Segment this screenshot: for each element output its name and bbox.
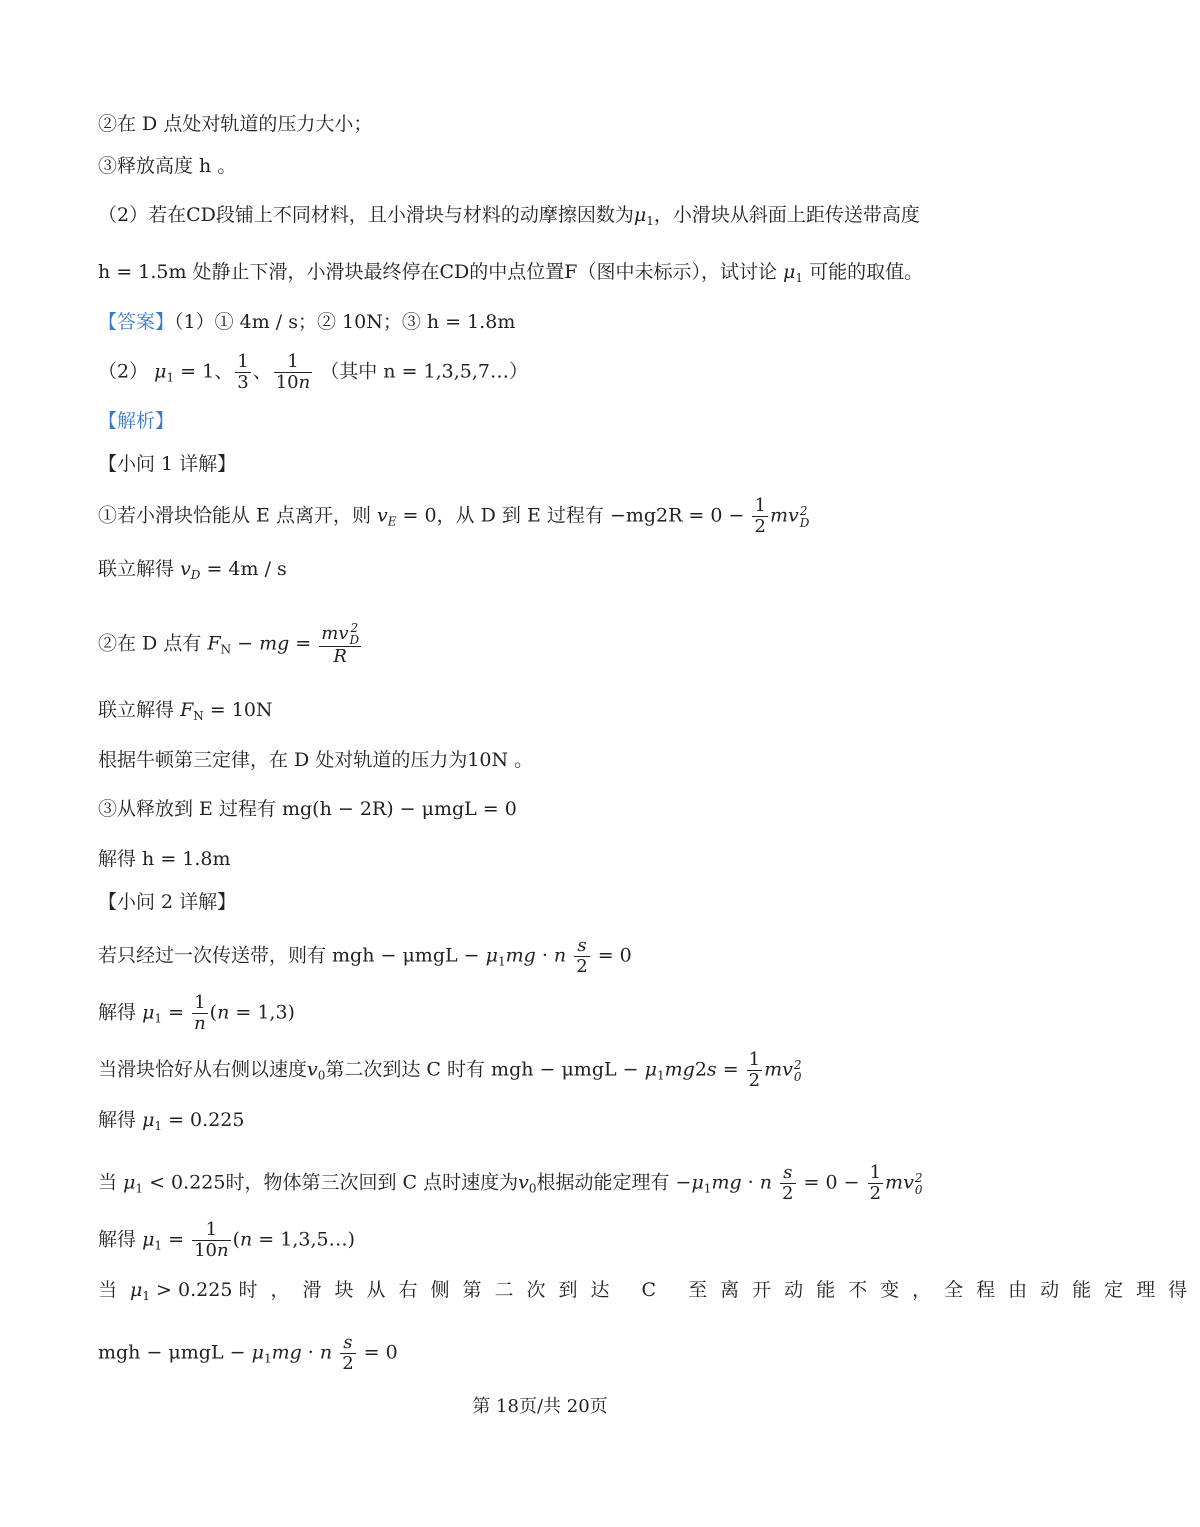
q2-step-5: 当 $\mu_1 < 0.225$时，物体第三次回到 C 点时速度为$v_0$根据动能定理有 $-\mu_1mg \cdot n$ $\frac{s}{2}$ = 0 − $\frac{1}{2}$ mv 2 0 bbox=[98, 1162, 923, 1204]
fraction: $\frac{s}{2}$ bbox=[576, 935, 588, 977]
fraction: $\frac{1}{n}$ bbox=[194, 992, 206, 1034]
q2-step-6: 解得 $\mu_1$ = $\frac{1}{10n}$ (n = 1,3,5…) bbox=[98, 1219, 355, 1261]
answer-tag: 【答案】 bbox=[98, 311, 175, 333]
question-part-3: ③释放高度 h 。 bbox=[98, 155, 237, 177]
q2-heading: 【小问 2 详解】 bbox=[98, 891, 237, 913]
question-part-2: ②在 D 点处对轨道的压力大小； bbox=[98, 113, 373, 135]
q1-heading: 【小问 1 详解】 bbox=[98, 453, 237, 475]
q2-step-7: 当$\mu_1 > 0.225$ 时，滑块从右侧第二次到达 C 至离开动能不变，全程由动能定理得 bbox=[98, 1279, 1200, 1303]
q1-step-5: 根据牛顿第三定律，在 D 处对轨道的压力为10N 。 bbox=[98, 749, 534, 771]
fraction: $\frac{1}{2}$ bbox=[869, 1162, 882, 1204]
q1-step-3: ②在 D 点有 $F_N$ − mg = mv 2 D R bbox=[98, 621, 360, 667]
q2-step-8: mgh − $\mu mgL - \mu_1mg \cdot n$ $\frac{s}{2}$ = 0 bbox=[98, 1332, 398, 1374]
answer-line-2: （2） $\mu_1 = 1$、 $\frac{1}{3}$ 、 $\frac{1}{10n}$ （其中 n = 1,3,5,7…） bbox=[98, 351, 528, 393]
answer-line-1: 【答案】（1）① 4m / s；② 10N；③ h = 1.8m bbox=[98, 311, 516, 333]
question-2-line-2: h = 1.5m 处静止下滑，小滑块最终停在CD的中点位置F（图中未标示），试讨论 $\mu_1$ 可能的取值。 bbox=[98, 261, 924, 285]
page-number-footer: 第 18页/共 20页 bbox=[472, 1396, 608, 1417]
fraction: $\frac{1}{2}$ bbox=[754, 495, 766, 537]
q1-step-2: 联立解得 $v_D = 4m / s$ bbox=[98, 558, 287, 582]
fraction: $\frac{s}{2}$ bbox=[782, 1162, 794, 1204]
fraction: $\frac{1}{3}$ bbox=[237, 351, 249, 393]
fraction: $\frac{s}{2}$ bbox=[342, 1332, 354, 1374]
analysis-tag: 【解析】 bbox=[98, 410, 175, 432]
q2-step-3: 当滑块恰好从右侧以速度$v_0$第二次到达 C 时有 mgh − $\mu mgL - \mu_1mg2s$ = $\frac{1}{2}$ mv 2 0 bbox=[98, 1049, 802, 1091]
q1-step-1: ①若小滑块恰能从 E 点离开，则 $v_E = 0$，从 D 到 E 过程有 −mg2R = 0 − $\frac{1}{2}$ mv 2 D bbox=[98, 495, 810, 537]
fraction: $\frac{1}{10n}$ bbox=[275, 351, 311, 393]
q2-step-1: 若只经过一次传送带，则有 mgh − $\mu mgL - \mu_1mg \cdot n$ $\frac{s}{2}$ = 0 bbox=[98, 935, 632, 977]
question-2-line-1: （2）若在CD段铺上不同材料，且小滑块与材料的动摩擦因数为$\mu_1$，小滑块从斜面上距传送带高度 bbox=[98, 204, 920, 228]
q1-step-6: ③从释放到 E 过程有 mg(h − 2R) − μmgL = 0 bbox=[98, 798, 517, 820]
q1-step-7: 解得 h = 1.8m bbox=[98, 848, 231, 870]
fraction: $\frac{1}{10n}$ bbox=[194, 1219, 229, 1261]
q2-step-2: 解得 $\mu_1$ = $\frac{1}{n}$ (n = 1,3) bbox=[98, 992, 295, 1034]
q1-step-4: 联立解得 $F_N = 10N$ bbox=[98, 699, 273, 723]
fraction: mv 2 D R bbox=[321, 621, 360, 667]
q2-step-4: 解得 $\mu_1 = 0.225$ bbox=[98, 1109, 245, 1133]
fraction: $\frac{1}{2}$ bbox=[748, 1049, 761, 1091]
